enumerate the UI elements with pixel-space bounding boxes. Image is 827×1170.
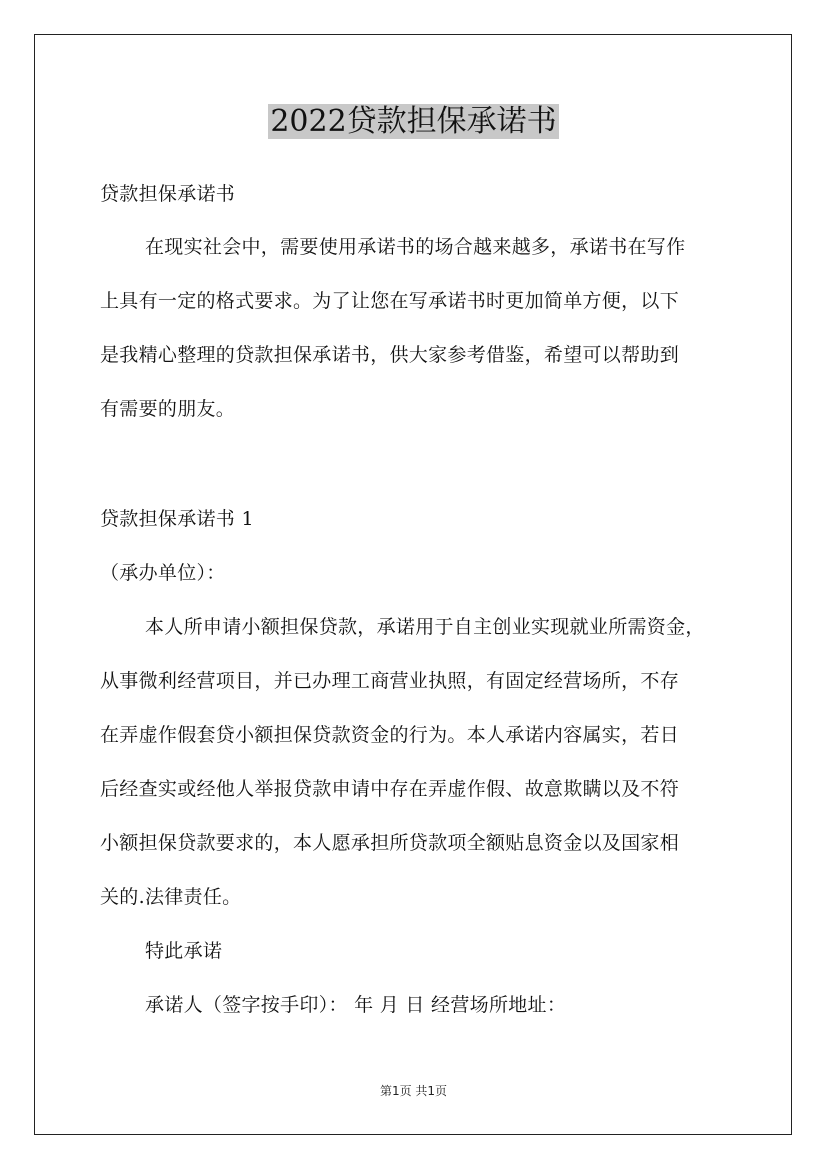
intro-line-4: 有需要的朋友。: [100, 398, 236, 420]
signature-line: 承诺人（签字按手印）： 年 月 日 经营场所地址：: [145, 994, 567, 1016]
body-line-3: 在弄虚作假套贷小额担保贷款资金的行为。本人承诺内容属实，若日: [100, 724, 680, 746]
intro-line-3: 是我精心整理的贷款担保承诺书，供大家参考借鉴，希望可以帮助到: [100, 344, 680, 366]
body-line-1: 本人所申请小额担保贷款，承诺用于自主创业实现就业所需资金，: [145, 616, 705, 638]
subtitle: 贷款担保承诺书: [100, 183, 236, 205]
section-heading: 贷款担保承诺书 1: [100, 508, 254, 530]
unit-line: （承办单位）：: [100, 562, 226, 584]
intro-line-1: 在现实社会中，需要使用承诺书的场合越来越多，承诺书在写作: [145, 236, 686, 258]
closing-text: 特此承诺: [145, 940, 223, 962]
intro-line-2: 上具有一定的格式要求。为了让您在写承诺书时更加简单方便，以下: [100, 290, 680, 312]
body-line-5: 小额担保贷款要求的，本人愿承担所贷款项全额贴息资金以及国家相: [100, 832, 680, 854]
body-line-4: 后经查实或经他人举报贷款申请中存在弄虚作假、故意欺瞒以及不符: [100, 778, 680, 800]
body-line-6: 关的.法律责任。: [100, 886, 242, 908]
body-line-2: 从事微利经营项目，并已办理工商营业执照，有固定经营场所，不存: [100, 670, 680, 692]
page-footer: 第1页 共1页: [379, 1084, 448, 1098]
document-title: 2022贷款担保承诺书: [270, 104, 557, 139]
